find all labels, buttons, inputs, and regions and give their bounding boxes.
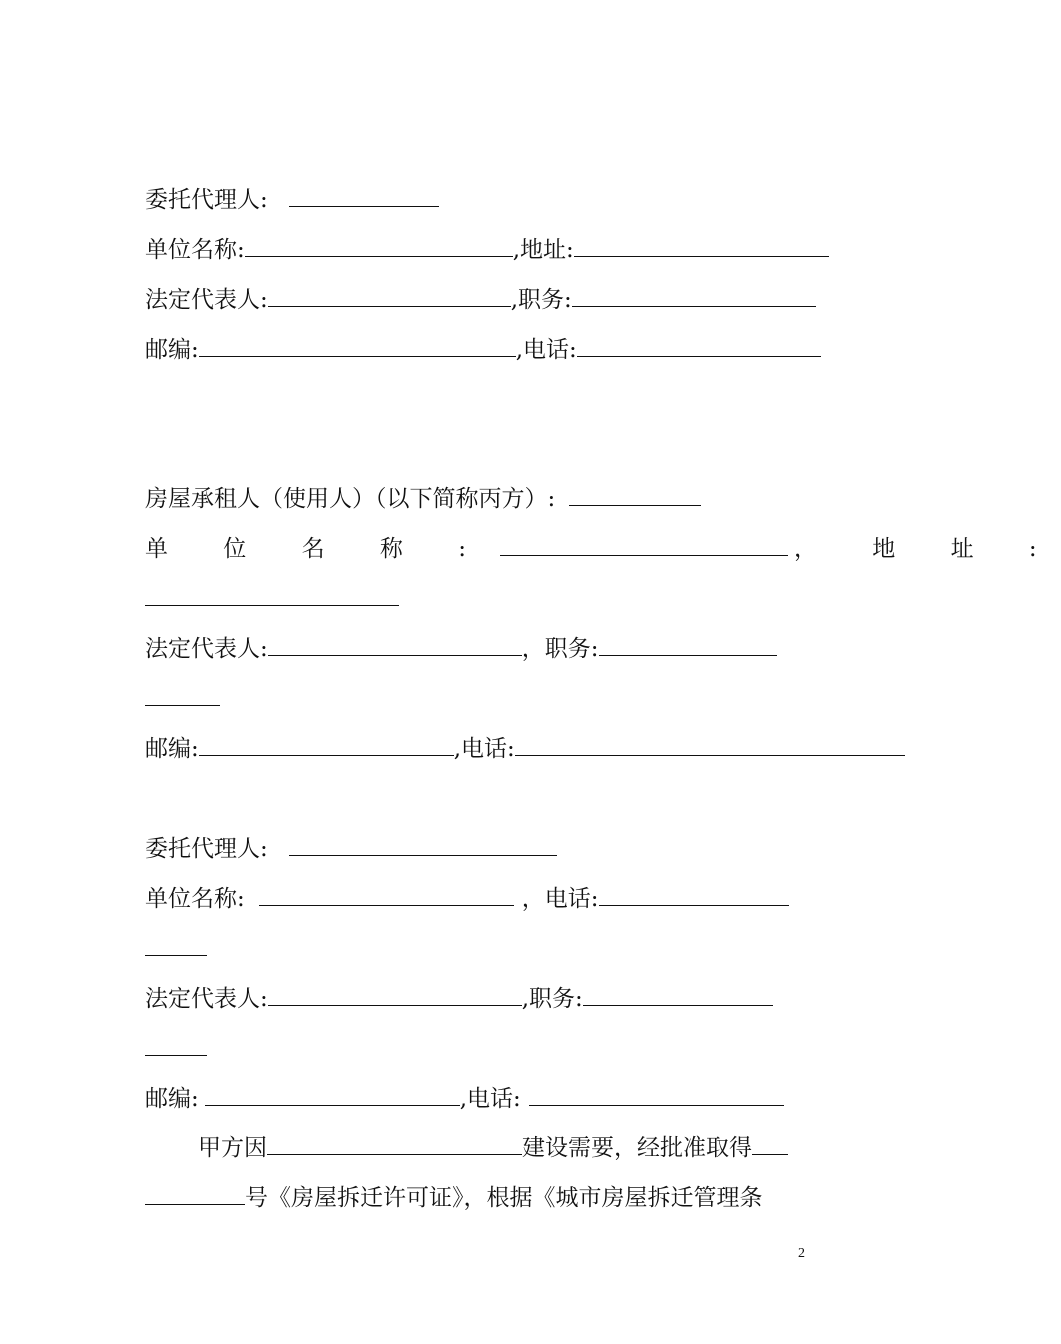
party-c-title-label: ，职务: [521, 636, 599, 662]
party-c-unit-label: 单 位 名 称 : [145, 536, 490, 562]
agent2-unit-line [145, 883, 789, 915]
agent1-zip-label: 邮编: [145, 337, 199, 363]
party-c-zip-blank[interactable] [199, 733, 454, 756]
agent1-zip-blank[interactable] [199, 334, 516, 357]
agent2-zip-label: 邮编: [145, 1086, 199, 1112]
party-c-zip-line [145, 733, 905, 765]
agent1-phone-label: ,电话: [515, 337, 577, 363]
agent2-name-blank[interactable] [289, 833, 557, 856]
agent2-phone2-blank[interactable] [529, 1083, 784, 1106]
body-line-2 [145, 1182, 763, 1214]
party-c-phone-label: ,电话: [453, 736, 515, 762]
body-permit-blank-cont[interactable] [145, 1182, 245, 1205]
party-c-addr-line [145, 583, 399, 615]
body-p1-b: 建设需要，经批准取得 [522, 1135, 752, 1161]
agent1-phone-blank[interactable] [577, 334, 821, 357]
agent2-line [145, 833, 557, 865]
agent1-rep-label: 法定代表人: [145, 287, 268, 313]
agent2-rep-label: 法定代表人: [145, 986, 268, 1012]
party-c-rep-label: 法定代表人: [145, 636, 268, 662]
body-p1-a: 甲方因 [198, 1135, 267, 1161]
agent1-rep-blank[interactable] [268, 284, 511, 307]
body-permit-blank[interactable] [752, 1132, 788, 1155]
agent1-label: 委托代理人: [145, 187, 268, 213]
agent1-zip-line [145, 334, 821, 366]
body-project-blank[interactable] [267, 1132, 522, 1155]
agent2-unit-label: 单位名称: [145, 886, 245, 912]
party-c-phone-blank[interactable] [515, 733, 905, 756]
agent1-unit-blank[interactable] [245, 234, 513, 257]
party-c-title-blank-cont[interactable] [145, 683, 220, 706]
agent2-phone-blank-cont[interactable] [145, 933, 207, 956]
party-c-heading: 房屋承租人（使用人）（以下简称丙方）: [145, 486, 556, 512]
agent2-label: 委托代理人: [145, 836, 268, 862]
party-c-unit-blank[interactable] [500, 533, 788, 556]
party-c-unit-line [145, 533, 1061, 565]
agent1-rep-line [145, 284, 816, 316]
agent2-zip-line [145, 1083, 784, 1115]
agent1-unit-line [145, 234, 829, 266]
party-c-title-blank[interactable] [599, 633, 777, 656]
agent1-title-label: ,职务: [510, 287, 572, 313]
agent1-line [145, 184, 439, 216]
party-c-rep-line [145, 633, 777, 665]
party-c-zip-label: 邮编: [145, 736, 199, 762]
party-c-name-blank[interactable] [569, 483, 701, 506]
party-c-rep-blank[interactable] [268, 633, 522, 656]
agent2-zip-blank[interactable] [205, 1083, 460, 1106]
agent2-rep-line [145, 983, 773, 1015]
agent1-name-blank[interactable] [289, 184, 439, 207]
agent2-title-blank[interactable] [583, 983, 773, 1006]
agent2-unit-blank[interactable] [259, 883, 514, 906]
party-c-addr-blank[interactable] [145, 583, 399, 606]
body-line-1 [198, 1132, 788, 1164]
agent2-title-cont-line [145, 1033, 207, 1065]
agent1-unit-label: 单位名称: [145, 237, 245, 263]
agent2-phone2-label: ,电话: [459, 1086, 521, 1112]
party-c-addr-label: ， 地 址 : [794, 536, 1061, 562]
agent1-addr-label: ,地址: [512, 237, 574, 263]
party-c-title-cont-line [145, 683, 220, 715]
agent1-title-blank[interactable] [572, 284, 816, 307]
body-p2-a: 号《房屋拆迁许可证》，根据《城市房屋拆迁管理条 [245, 1185, 763, 1211]
agent2-title-blank-cont[interactable] [145, 1033, 207, 1056]
party-c-heading-line [145, 483, 701, 515]
page-number: 2 [798, 1246, 805, 1261]
agent2-rep-blank[interactable] [268, 983, 522, 1006]
agent2-phone-cont-line [145, 933, 207, 965]
agent1-addr-blank[interactable] [574, 234, 829, 257]
agent2-phone-blank[interactable] [599, 883, 789, 906]
agent2-phone-label: ，电话: [521, 886, 599, 912]
agent2-title-label: ,职务: [521, 986, 583, 1012]
